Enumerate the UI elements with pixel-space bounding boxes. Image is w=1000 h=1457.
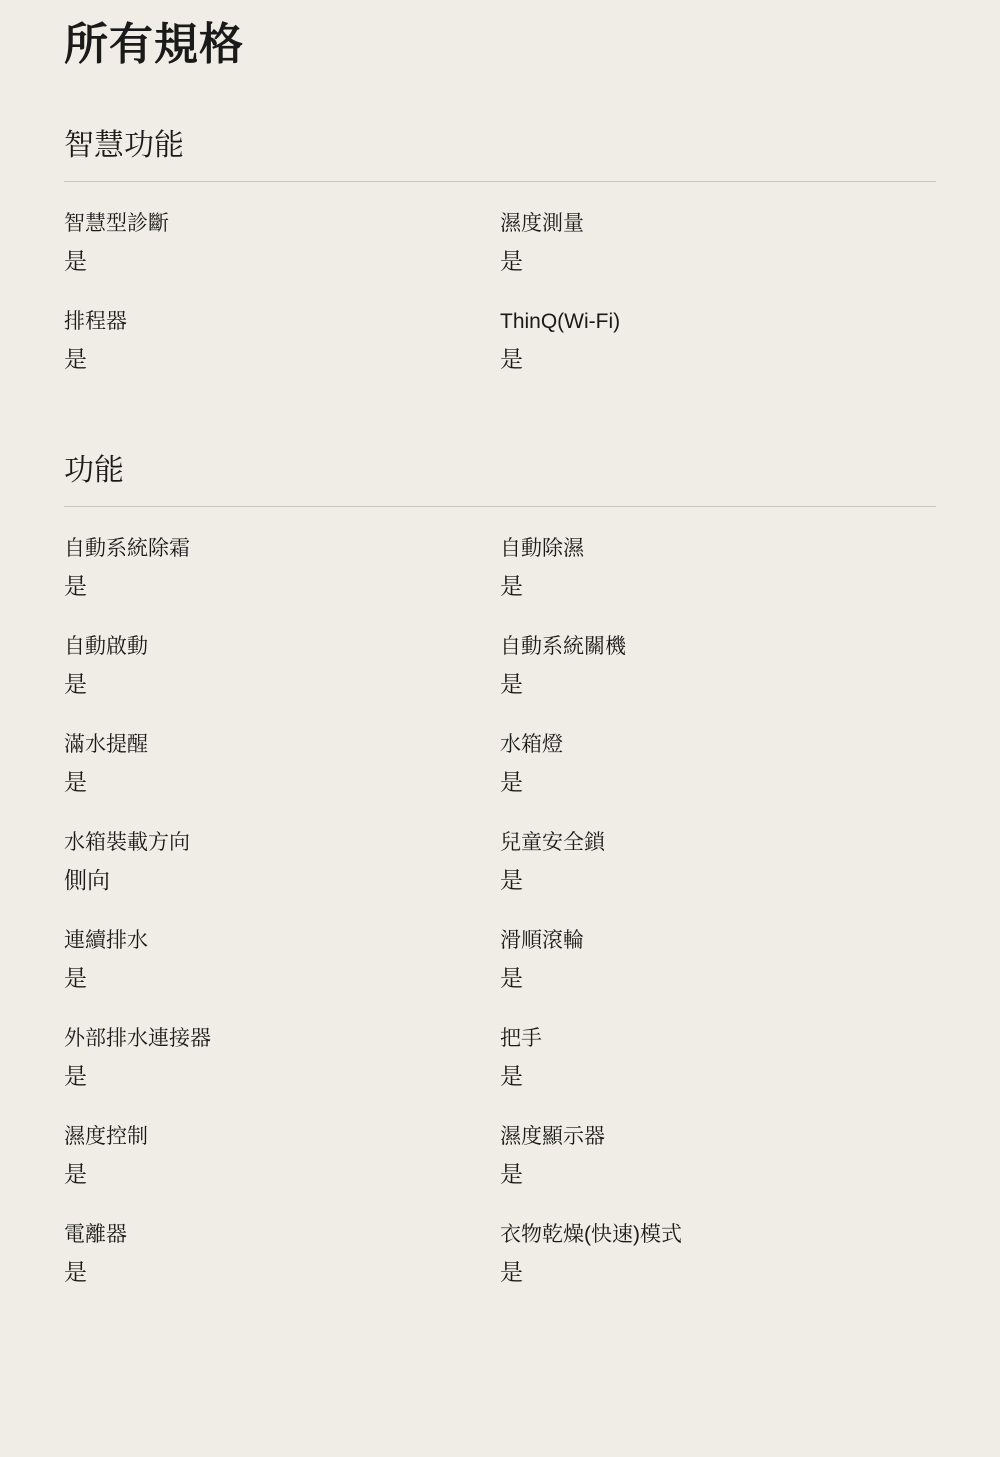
spec-value: 是 xyxy=(500,670,523,697)
spec-row xyxy=(64,1219,936,1317)
spec-value: 是 xyxy=(64,247,87,274)
specs-page xyxy=(0,8,1000,1317)
spec-row xyxy=(64,925,936,1023)
spec-row xyxy=(64,533,936,631)
spec-value: 是 xyxy=(500,768,523,795)
spec-item xyxy=(64,208,500,306)
page-title: 所有規格 xyxy=(64,20,244,69)
spec-row xyxy=(64,827,936,925)
specs-sections xyxy=(64,125,936,1317)
spec-label: 水箱裝載方向 xyxy=(64,831,190,855)
spec-item xyxy=(500,306,936,404)
spec-item xyxy=(500,533,936,631)
spec-label: 自動啟動 xyxy=(64,635,148,659)
spec-value: 側向 xyxy=(64,866,110,893)
spec-value: 是 xyxy=(64,1160,87,1187)
section-title: 功能 xyxy=(64,454,124,488)
spec-item xyxy=(500,208,936,306)
spec-item xyxy=(64,533,500,631)
spec-label: 滑順滾輪 xyxy=(500,929,584,953)
spec-label: 把手 xyxy=(500,1027,542,1051)
spec-value: 是 xyxy=(64,1258,87,1285)
spec-label: 自動系統除霜 xyxy=(64,537,190,561)
spec-value: 是 xyxy=(500,866,523,893)
spec-label: 排程器 xyxy=(64,310,127,334)
spec-label: 電離器 xyxy=(64,1223,127,1247)
spec-value: 是 xyxy=(500,345,523,372)
spec-item xyxy=(500,1023,936,1121)
spec-item xyxy=(64,827,500,925)
spec-value: 是 xyxy=(64,768,87,795)
spec-value: 是 xyxy=(64,670,87,697)
spec-row xyxy=(64,306,936,404)
spec-row xyxy=(64,729,936,827)
spec-value: 是 xyxy=(500,247,523,274)
spec-label: 衣物乾燥(快速)模式 xyxy=(500,1223,682,1247)
section-divider xyxy=(64,181,936,182)
spec-value: 是 xyxy=(64,1062,87,1089)
spec-label: ThinQ(Wi-Fi) xyxy=(500,310,621,334)
spec-label: 智慧型診斷 xyxy=(64,212,169,236)
spec-item xyxy=(64,1023,500,1121)
spec-value: 是 xyxy=(500,964,523,991)
spec-item xyxy=(500,1219,936,1317)
spec-value: 是 xyxy=(500,1258,523,1285)
spec-label: 外部排水連接器 xyxy=(64,1027,211,1051)
spec-row xyxy=(64,1023,936,1121)
spec-label: 水箱燈 xyxy=(500,733,563,757)
spec-item xyxy=(64,1219,500,1317)
spec-item xyxy=(64,306,500,404)
spec-label: 濕度控制 xyxy=(64,1125,148,1149)
spec-row xyxy=(64,631,936,729)
spec-label: 兒童安全鎖 xyxy=(500,831,605,855)
section-title: 智慧功能 xyxy=(64,129,184,163)
spec-section xyxy=(64,125,936,404)
spec-label: 自動系統關機 xyxy=(500,635,626,659)
spec-value: 是 xyxy=(500,1160,523,1187)
spec-value: 是 xyxy=(64,345,87,372)
spec-value: 是 xyxy=(64,572,87,599)
spec-label: 連續排水 xyxy=(64,929,148,953)
spec-item xyxy=(500,631,936,729)
spec-grid xyxy=(64,533,936,1317)
spec-label: 濕度測量 xyxy=(500,212,584,236)
spec-value: 是 xyxy=(64,964,87,991)
section-divider xyxy=(64,506,936,507)
spec-section xyxy=(64,450,936,1317)
spec-row xyxy=(64,208,936,306)
spec-grid xyxy=(64,208,936,404)
spec-label: 自動除濕 xyxy=(500,537,584,561)
spec-item xyxy=(64,1121,500,1219)
spec-item xyxy=(500,925,936,1023)
spec-value: 是 xyxy=(500,572,523,599)
spec-item xyxy=(500,827,936,925)
spec-label: 濕度顯示器 xyxy=(500,1125,605,1149)
spec-item xyxy=(64,631,500,729)
spec-value: 是 xyxy=(500,1062,523,1089)
spec-item xyxy=(500,729,936,827)
spec-row xyxy=(64,1121,936,1219)
spec-item xyxy=(64,925,500,1023)
spec-label: 滿水提醒 xyxy=(64,733,148,757)
spec-item xyxy=(500,1121,936,1219)
spec-item xyxy=(64,729,500,827)
